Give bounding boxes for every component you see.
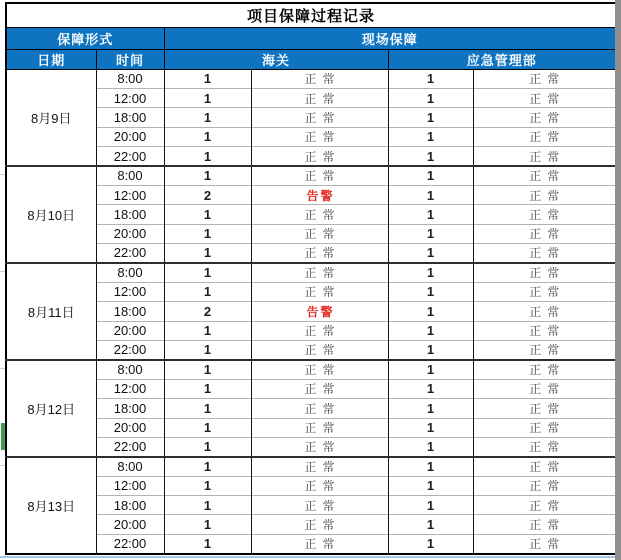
time-cell[interactable]: 20:00 xyxy=(96,321,164,340)
customs-status-cell[interactable]: 正常 xyxy=(251,379,388,398)
data-row xyxy=(6,147,616,166)
emergency-count-cell[interactable]: 1 xyxy=(388,244,473,263)
selection-indicator xyxy=(1,423,5,450)
customs-count-cell[interactable]: 1 xyxy=(164,263,251,282)
emergency-count-cell[interactable]: 1 xyxy=(388,496,473,515)
data-row xyxy=(6,108,616,127)
data-row xyxy=(6,515,616,534)
emergency-status-cell[interactable]: 正常 xyxy=(473,147,616,166)
customs-status-cell[interactable]: 正常 xyxy=(251,88,388,107)
window-edge-strip xyxy=(615,0,621,560)
customs-count-cell[interactable]: 1 xyxy=(164,496,251,515)
date-cell[interactable]: 8月12日 xyxy=(6,360,96,457)
emergency-count-cell[interactable]: 1 xyxy=(388,302,473,321)
customs-status-cell[interactable]: 正常 xyxy=(251,69,388,88)
data-row xyxy=(6,205,616,224)
customs-status-cell[interactable]: 正常 xyxy=(251,399,388,418)
customs-count-cell[interactable]: 1 xyxy=(164,476,251,495)
emergency-count-cell[interactable]: 1 xyxy=(388,127,473,146)
bottom-edge-strip xyxy=(0,556,615,560)
emergency-count-cell[interactable]: 1 xyxy=(388,457,473,476)
emergency-count-cell[interactable]: 1 xyxy=(388,108,473,127)
emergency-count-cell[interactable]: 1 xyxy=(388,88,473,107)
emergency-count-cell[interactable]: 1 xyxy=(388,399,473,418)
data-row xyxy=(6,302,616,321)
header-time[interactable]: 时间 xyxy=(96,49,164,69)
time-cell[interactable]: 12:00 xyxy=(96,88,164,107)
time-cell[interactable]: 18:00 xyxy=(96,205,164,224)
emergency-count-cell[interactable]: 1 xyxy=(388,437,473,456)
customs-count-cell[interactable]: 1 xyxy=(164,437,251,456)
data-row xyxy=(6,282,616,301)
date-cell[interactable]: 8月9日 xyxy=(6,69,96,166)
emergency-count-cell[interactable]: 1 xyxy=(388,166,473,185)
time-cell[interactable]: 18:00 xyxy=(96,496,164,515)
header-emergency-dept[interactable]: 应急管理部 xyxy=(388,49,616,69)
data-row xyxy=(6,340,616,359)
time-cell[interactable]: 22:00 xyxy=(96,147,164,166)
customs-status-cell[interactable]: 正常 xyxy=(251,147,388,166)
customs-count-cell[interactable]: 1 xyxy=(164,399,251,418)
time-cell[interactable]: 8:00 xyxy=(96,360,164,379)
page-title[interactable]: 项目保障过程记录 xyxy=(6,3,616,27)
emergency-count-cell[interactable]: 1 xyxy=(388,515,473,534)
data-row xyxy=(6,185,616,204)
emergency-count-cell[interactable]: 1 xyxy=(388,205,473,224)
emergency-count-cell[interactable]: 1 xyxy=(388,360,473,379)
customs-count-cell[interactable]: 1 xyxy=(164,340,251,359)
header-date[interactable]: 日期 xyxy=(6,49,96,69)
time-cell[interactable]: 22:00 xyxy=(96,437,164,456)
data-row xyxy=(6,379,616,398)
customs-status-cell[interactable]: 正常 xyxy=(251,437,388,456)
customs-status-cell[interactable]: 正常 xyxy=(251,360,388,379)
customs-status-cell[interactable]: 正常 xyxy=(251,224,388,243)
support-record-table xyxy=(5,2,617,555)
data-row xyxy=(6,69,616,88)
header-onsite-support[interactable]: 现场保障 xyxy=(164,27,616,49)
customs-count-cell[interactable]: 1 xyxy=(164,534,251,553)
customs-count-cell[interactable]: 1 xyxy=(164,205,251,224)
data-row xyxy=(6,224,616,243)
time-cell[interactable]: 8:00 xyxy=(96,166,164,185)
emergency-status-cell[interactable]: 正常 xyxy=(473,399,616,418)
customs-count-cell[interactable]: 2 xyxy=(164,302,251,321)
time-cell[interactable]: 8:00 xyxy=(96,457,164,476)
time-cell[interactable]: 18:00 xyxy=(96,108,164,127)
customs-status-cell[interactable]: 正常 xyxy=(251,263,388,282)
time-cell[interactable]: 18:00 xyxy=(96,399,164,418)
header-support-form[interactable]: 保障形式 xyxy=(6,27,164,49)
time-cell[interactable]: 12:00 xyxy=(96,185,164,204)
time-cell[interactable]: 20:00 xyxy=(96,224,164,243)
emergency-count-cell[interactable]: 1 xyxy=(388,476,473,495)
emergency-status-cell[interactable]: 正常 xyxy=(473,244,616,263)
date-cell[interactable]: 8月13日 xyxy=(6,457,96,554)
emergency-count-cell[interactable]: 1 xyxy=(388,282,473,301)
time-cell[interactable]: 12:00 xyxy=(96,282,164,301)
customs-count-cell[interactable]: 1 xyxy=(164,457,251,476)
customs-count-cell[interactable]: 1 xyxy=(164,166,251,185)
emergency-count-cell[interactable]: 1 xyxy=(388,534,473,553)
emergency-status-cell[interactable]: 正常 xyxy=(473,340,616,359)
emergency-status-cell[interactable]: 正常 xyxy=(473,166,616,185)
data-row xyxy=(6,263,616,282)
data-row xyxy=(6,418,616,437)
time-cell[interactable]: 22:00 xyxy=(96,244,164,263)
customs-count-cell[interactable]: 1 xyxy=(164,515,251,534)
emergency-status-cell[interactable]: 正常 xyxy=(473,185,616,204)
customs-count-cell[interactable]: 1 xyxy=(164,418,251,437)
emergency-status-cell[interactable]: 正常 xyxy=(473,437,616,456)
customs-status-cell[interactable]: 正常 xyxy=(251,476,388,495)
emergency-status-cell[interactable]: 正常 xyxy=(473,88,616,107)
emergency-count-cell[interactable]: 1 xyxy=(388,263,473,282)
customs-status-cell[interactable]: 正常 xyxy=(251,321,388,340)
time-cell[interactable]: 20:00 xyxy=(96,418,164,437)
customs-status-cell[interactable]: 正常 xyxy=(251,340,388,359)
emergency-status-cell[interactable]: 正常 xyxy=(473,496,616,515)
customs-count-cell[interactable]: 1 xyxy=(164,379,251,398)
customs-count-cell[interactable]: 1 xyxy=(164,224,251,243)
data-row xyxy=(6,496,616,515)
customs-status-cell[interactable]: 正常 xyxy=(251,282,388,301)
data-row xyxy=(6,457,616,476)
time-cell[interactable]: 12:00 xyxy=(96,476,164,495)
emergency-status-cell[interactable]: 正常 xyxy=(473,69,616,88)
emergency-count-cell[interactable]: 1 xyxy=(388,321,473,340)
date-cell[interactable]: 8月11日 xyxy=(6,263,96,360)
customs-status-cell[interactable]: 正常 xyxy=(251,205,388,224)
emergency-status-cell[interactable]: 正常 xyxy=(473,224,616,243)
data-row xyxy=(6,127,616,146)
emergency-status-cell[interactable]: 正常 xyxy=(473,302,616,321)
customs-count-cell[interactable]: 1 xyxy=(164,321,251,340)
time-cell[interactable]: 22:00 xyxy=(96,340,164,359)
header-customs[interactable]: 海关 xyxy=(164,49,388,69)
data-row xyxy=(6,244,616,263)
customs-count-cell[interactable]: 1 xyxy=(164,282,251,301)
emergency-count-cell[interactable]: 1 xyxy=(388,340,473,359)
customs-status-cell[interactable]: 正常 xyxy=(251,515,388,534)
emergency-status-cell[interactable]: 正常 xyxy=(473,205,616,224)
customs-count-cell[interactable]: 1 xyxy=(164,360,251,379)
time-cell[interactable]: 20:00 xyxy=(96,515,164,534)
customs-count-cell[interactable]: 1 xyxy=(164,147,251,166)
emergency-status-cell[interactable]: 正常 xyxy=(473,263,616,282)
time-cell[interactable]: 18:00 xyxy=(96,302,164,321)
emergency-count-cell[interactable]: 1 xyxy=(388,379,473,398)
emergency-status-cell[interactable]: 正常 xyxy=(473,127,616,146)
data-row xyxy=(6,88,616,107)
emergency-status-cell[interactable]: 正常 xyxy=(473,418,616,437)
data-row xyxy=(6,437,616,456)
emergency-status-cell[interactable]: 正常 xyxy=(473,282,616,301)
customs-count-cell[interactable]: 1 xyxy=(164,244,251,263)
emergency-status-cell[interactable]: 正常 xyxy=(473,457,616,476)
customs-count-cell[interactable]: 1 xyxy=(164,69,251,88)
customs-count-cell[interactable]: 2 xyxy=(164,185,251,204)
customs-status-cell[interactable]: 正常 xyxy=(251,457,388,476)
data-row xyxy=(6,476,616,495)
gutter-gridline xyxy=(0,174,5,175)
data-row xyxy=(6,321,616,340)
time-cell[interactable]: 20:00 xyxy=(96,127,164,146)
gutter-gridline xyxy=(0,271,5,272)
emergency-count-cell[interactable]: 1 xyxy=(388,418,473,437)
gutter-gridline xyxy=(0,465,5,466)
customs-status-cell[interactable]: 正常 xyxy=(251,244,388,263)
emergency-status-cell[interactable]: 正常 xyxy=(473,108,616,127)
customs-status-cell[interactable]: 正常 xyxy=(251,127,388,146)
customs-count-cell[interactable]: 1 xyxy=(164,108,251,127)
emergency-status-cell[interactable]: 正常 xyxy=(473,379,616,398)
emergency-status-cell[interactable]: 正常 xyxy=(473,476,616,495)
emergency-status-cell[interactable]: 正常 xyxy=(473,534,616,553)
emergency-status-cell[interactable]: 正常 xyxy=(473,515,616,534)
customs-status-cell[interactable]: 正常 xyxy=(251,418,388,437)
customs-status-cell[interactable]: 告警 xyxy=(251,302,388,321)
emergency-count-cell[interactable]: 1 xyxy=(388,185,473,204)
customs-status-cell[interactable]: 正常 xyxy=(251,166,388,185)
data-row xyxy=(6,399,616,418)
gutter-gridline xyxy=(0,368,5,369)
emergency-count-cell[interactable]: 1 xyxy=(388,224,473,243)
customs-status-cell[interactable]: 正常 xyxy=(251,496,388,515)
customs-status-cell[interactable]: 正常 xyxy=(251,534,388,553)
time-cell[interactable]: 8:00 xyxy=(96,263,164,282)
data-row xyxy=(6,360,616,379)
customs-count-cell[interactable]: 1 xyxy=(164,88,251,107)
customs-status-cell[interactable]: 正常 xyxy=(251,108,388,127)
time-cell[interactable]: 12:00 xyxy=(96,379,164,398)
emergency-count-cell[interactable]: 1 xyxy=(388,69,473,88)
emergency-status-cell[interactable]: 正常 xyxy=(473,360,616,379)
time-cell[interactable]: 22:00 xyxy=(96,534,164,553)
data-row xyxy=(6,166,616,185)
customs-status-cell[interactable]: 告警 xyxy=(251,185,388,204)
table-body xyxy=(6,69,616,554)
date-cell[interactable]: 8月10日 xyxy=(6,166,96,263)
time-cell[interactable]: 8:00 xyxy=(96,69,164,88)
data-row xyxy=(6,534,616,553)
emergency-status-cell[interactable]: 正常 xyxy=(473,321,616,340)
customs-count-cell[interactable]: 1 xyxy=(164,127,251,146)
emergency-count-cell[interactable]: 1 xyxy=(388,147,473,166)
